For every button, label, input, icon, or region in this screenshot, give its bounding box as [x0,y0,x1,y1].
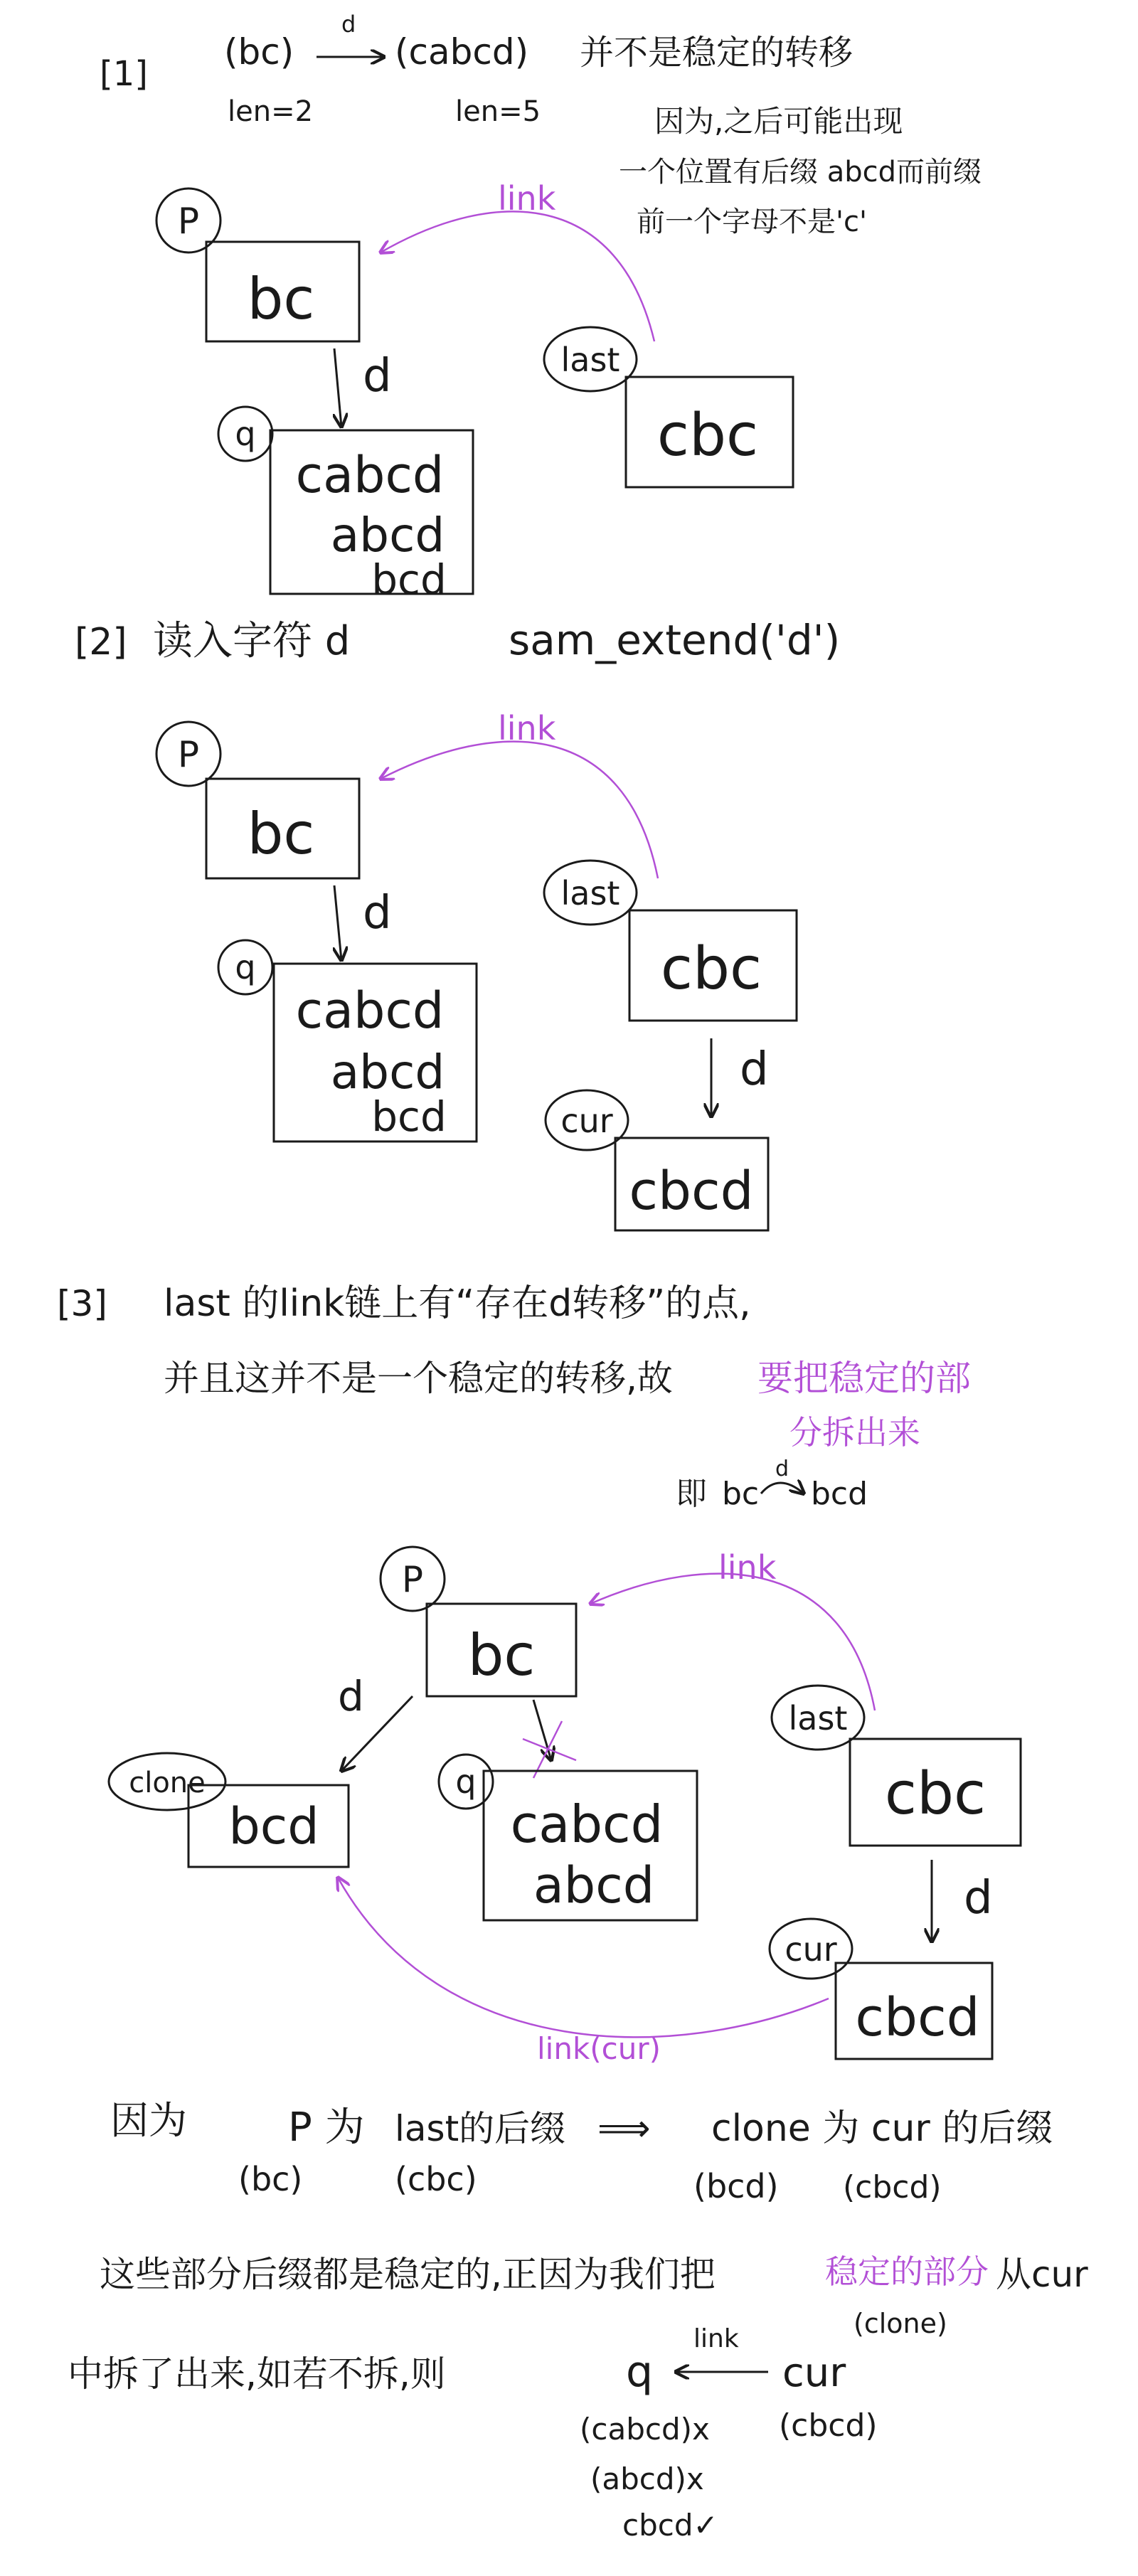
node-q-line-1: cabcd [295,981,445,1040]
example-dst: bcd [811,1476,868,1512]
note-line-3: 前一个字母不是'c' [637,206,867,238]
example-arrow-label: d [775,1457,789,1481]
last-suffix-text: last的后缀 [395,2108,566,2149]
node-q-line-2: abcd [533,1856,655,1915]
annot-bc: (bc) [238,2160,303,2198]
example-prefix: 即 [676,1476,707,1512]
link-text: link [693,2324,739,2353]
link-label: link [498,179,556,218]
section-2 [75,616,840,1230]
section-1-tag: [1] [100,54,148,94]
section-3-line-2: 并且这并不是一个稳定的转移,故 [164,1358,673,1399]
edge-p-q-label: d [363,887,392,940]
edge-p-q [334,885,341,960]
edge-last-cur-label: d [964,1872,993,1925]
len-src: len=2 [228,95,314,128]
node-p-label: P [177,201,200,242]
check-1: (cabcd)x [580,2412,710,2447]
node-last-label: last [560,341,620,379]
node-p-label: P [401,1559,424,1600]
edge-p-q-label: d [363,350,392,403]
implies-symbol: ⟹ [597,2107,651,2150]
section-2-tag: [2] [75,621,127,664]
cur-label: cur [782,2350,846,2396]
node-q-line-3: bcd [371,555,447,604]
node-last-text: cbc [656,402,759,469]
example-src: bc [722,1476,760,1512]
section-2-title: 读入字符 d [153,618,351,664]
section-1 [100,11,982,604]
note-line-1: 因为,之后可能出现 [654,104,903,139]
annot-cbc: (cbc) [395,2160,477,2198]
annot-bcd: (bcd) [693,2167,779,2205]
section-3-line-2-purple: 要把稳定的部 [757,1358,971,1399]
node-last-label: last [788,1699,848,1737]
q-label: q [626,2347,654,2397]
node-cur-label: cur [560,1102,613,1140]
node-p-text: bc [467,1622,536,1688]
node-q-label: q [235,948,256,986]
section-3-line-1: last 的link链上有“存在d转移”的点, [164,1282,751,1325]
note-line-2: 一个位置有后缀 abcd而前缀 [619,156,982,188]
section-3-line-3-purple: 分拆出来 [789,1413,920,1452]
p-is-text: P 为 [288,2104,365,2151]
node-last-text: cbc [884,1760,987,1828]
node-q-line-2: abcd [330,1045,445,1100]
node-p-text: bc [247,801,315,867]
node-last-text: cbc [660,935,762,1003]
node-cur-text: cbcd [855,1987,980,2048]
node-q-line-1: cabcd [295,446,445,504]
section-3-tag: [3] [57,1283,107,1324]
transition-src-state: (bc) [224,31,294,73]
transition-arrow-label: d [341,11,356,38]
link-label: link [718,1548,777,1587]
node-cur-label: cur [785,1930,837,1969]
section-2-code: sam_extend('d') [509,616,841,664]
node-p-text: bc [247,266,315,332]
link-label: link [498,709,556,747]
node-q-label: q [235,415,256,453]
edge-last-cur-label: d [740,1043,769,1096]
link-last-p [381,742,658,878]
edge-removed-cross [523,1721,576,1778]
link-last-p [381,211,654,341]
node-q-label: q [455,1762,477,1801]
node-cur-text: cbcd [629,1161,754,1222]
line3-text: 中拆了出来,如若不拆,则 [68,2353,446,2395]
line2-text-a: 这些部分后缀都是稳定的,正因为我们把 [100,2254,716,2295]
transition-dst-state: (cabcd) [395,31,529,73]
example-arrow [761,1483,804,1494]
link-cur-label: link(cur) [537,2031,661,2066]
line2-text-b: 从cur [996,2254,1088,2295]
clone-is-text: clone 为 cur 的后缀 [711,2107,1053,2150]
check-3: cbcd✓ [622,2508,718,2543]
edge-p-clone-label: d [338,1672,364,1720]
section-3 [57,1282,1021,2066]
edge-p-q-removed [533,1700,551,1760]
line2-purple: 稳定的部分 [825,2252,989,2291]
clone-note: (clone) [854,2308,947,2339]
check-2: (abcd)x [590,2461,704,2496]
annot-cbcd: (cbcd) [843,2169,942,2205]
node-clone-label: clone [129,1767,206,1799]
node-q-line-3: bcd [371,1092,447,1141]
because-text: 因为 [110,2098,187,2143]
claim-text: 并不是稳定的转移 [580,33,854,73]
node-last-label: last [560,874,620,912]
node-p-label: P [177,734,200,775]
len-dst: len=5 [455,95,541,128]
node-q-line-2: abcd [330,508,445,563]
section-4 [68,2098,1088,2543]
node-q-line-1: cabcd [510,1794,664,1854]
cur-note: (cbcd) [779,2407,878,2444]
link-last-p [590,1574,875,1710]
edge-p-q [334,348,341,427]
node-clone-text: bcd [228,1797,319,1856]
